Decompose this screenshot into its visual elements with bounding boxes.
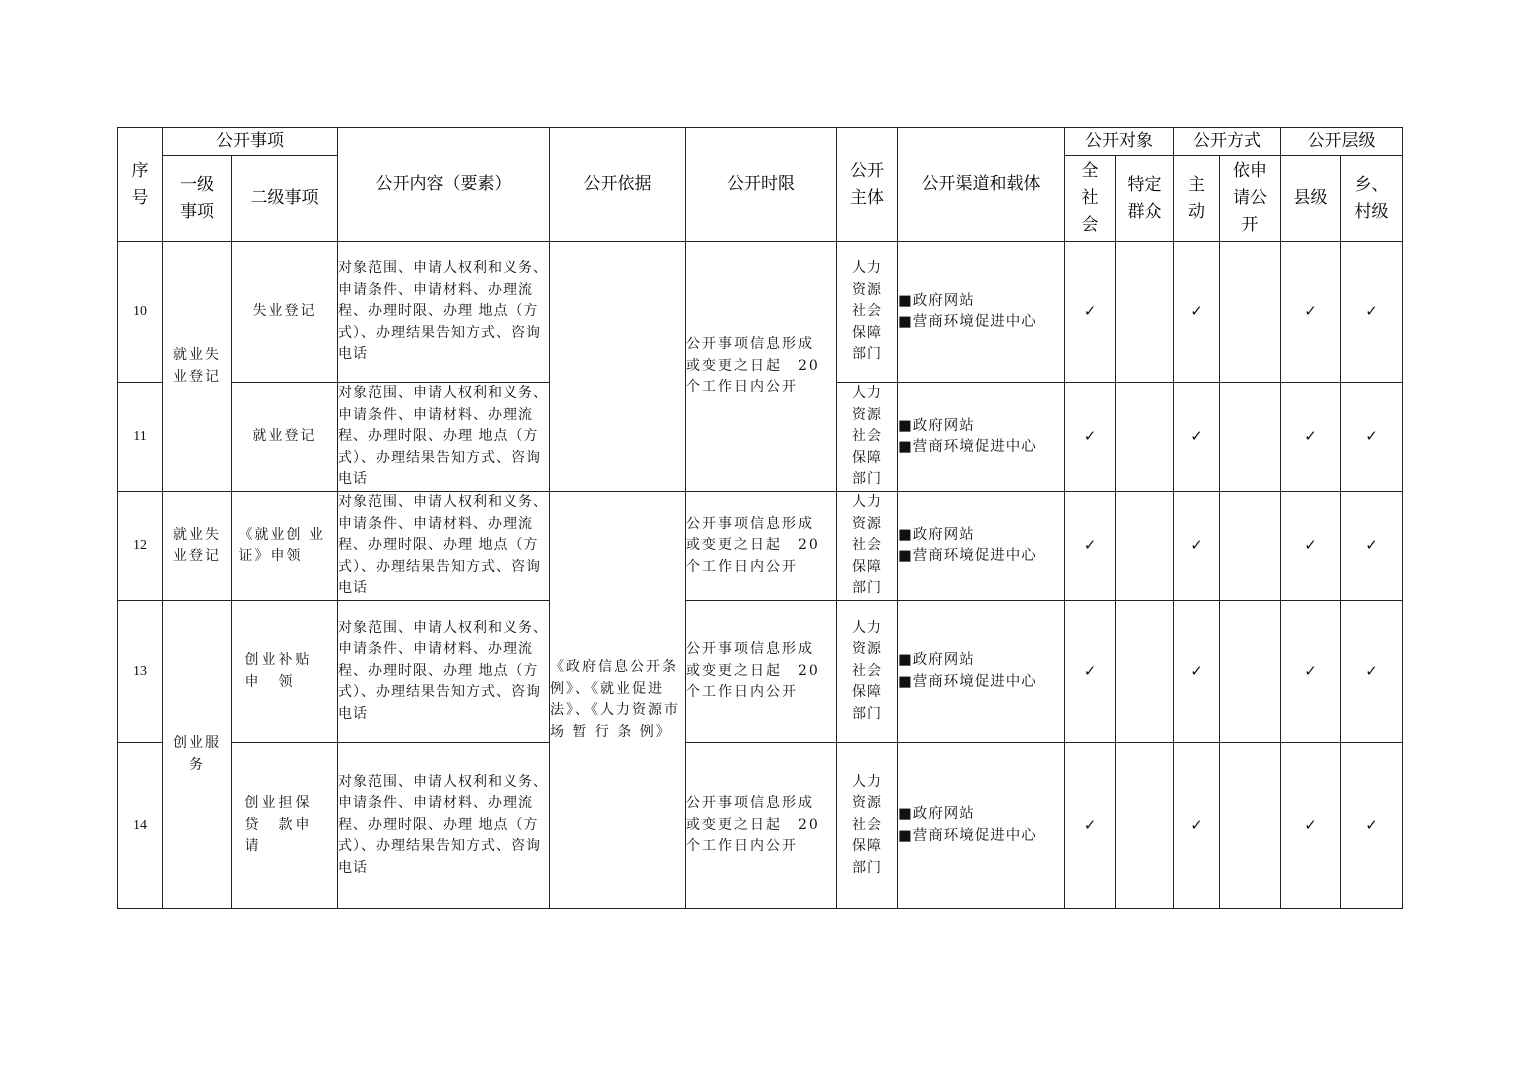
check-method-active: ✓ — [1174, 242, 1220, 383]
disclosure-table — [117, 127, 1403, 909]
check-level-village: ✓ — [1341, 492, 1403, 601]
channel-website: ■政府网站 — [898, 417, 975, 434]
header-level-group: 公开层级 — [1281, 128, 1403, 156]
category-cell: 就业失业登记 — [163, 492, 232, 601]
header-basis: 公开依据 — [550, 128, 686, 242]
check-level-county: ✓ — [1281, 492, 1341, 601]
channel-business-center: ■营商环境促进中心 — [898, 673, 1037, 690]
table-row — [118, 743, 1403, 909]
header-content: 公开内容（要素） — [338, 128, 550, 242]
empty-method-apply — [1220, 601, 1281, 743]
check-method-active: ✓ — [1174, 601, 1220, 743]
check-level-county: ✓ — [1281, 242, 1341, 383]
time-limit-cell: 公开事项信息形成 或变更之日起 20 个工作日内公开 — [686, 601, 837, 743]
empty-method-apply — [1220, 492, 1281, 601]
channel-business-center: ■营商环境促进中心 — [898, 314, 1037, 330]
row-subject: 人力资源社会保障部门 — [837, 383, 898, 492]
row-subitem: 就业登记 — [232, 383, 338, 492]
empty-target-specific — [1116, 492, 1174, 601]
header-time-limit: 公开时限 — [686, 128, 837, 242]
check-method-active: ✓ — [1174, 492, 1220, 601]
check-target-all: ✓ — [1065, 383, 1116, 492]
empty-target-specific — [1116, 743, 1174, 909]
header-method-group: 公开方式 — [1174, 128, 1281, 156]
header-target-group: 公开对象 — [1065, 128, 1174, 156]
header-level-county: 县级 — [1281, 156, 1341, 242]
row-content: 对象范围、申请人权利和义务、申请条件、申请材料、办理流程、办理时限、办理 地点（方式）、办理结果告知方式、咨询电话 — [338, 743, 550, 909]
check-target-all: ✓ — [1065, 242, 1116, 383]
empty-target-specific — [1116, 601, 1174, 743]
category-cell: 创业服务 — [163, 601, 232, 909]
row-channel — [898, 743, 1065, 909]
empty-method-apply — [1220, 383, 1281, 492]
row-channel — [898, 601, 1065, 743]
check-level-village: ✓ — [1341, 383, 1403, 492]
header-items-group: 公开事项 — [163, 128, 338, 156]
header-channel: 公开渠道和载体 — [898, 128, 1065, 242]
empty-target-specific — [1116, 383, 1174, 492]
header-target-specific: 特定群众 — [1116, 156, 1174, 242]
basis-cell: 《政府信息公开条例》、《就业促进法》、《人力资源市 场 暂 行 条 例》 — [550, 492, 686, 909]
channel-website: ■政府网站 — [898, 652, 975, 668]
check-level-county: ✓ — [1281, 743, 1341, 909]
row-content: 对象范围、申请人权利和义务、申请条件、申请材料、办理流程、办理时限、办理 地点（方式）、办理结果告知方式、咨询电话 — [338, 492, 550, 601]
empty-target-specific — [1116, 242, 1174, 383]
header-target-all: 全社会 — [1065, 156, 1116, 242]
channel-business-center: ■营商环境促进中心 — [898, 827, 1037, 844]
check-method-active: ✓ — [1174, 383, 1220, 492]
check-target-all: ✓ — [1065, 601, 1116, 743]
check-target-all: ✓ — [1065, 743, 1116, 909]
row-content: 对象范围、申请人权利和义务、申请条件、申请材料、办理流程、办理时限、办理 地点（方式）、办理结果告知方式、咨询电话 — [338, 242, 550, 383]
channel-website: ■政府网站 — [898, 806, 975, 822]
row-channel — [898, 492, 1065, 601]
row-subitem: 失业登记 — [232, 242, 338, 383]
header-subject: 公开主体 — [837, 128, 898, 242]
table-row — [118, 242, 1403, 383]
row-subject: 人力资源社会保障部门 — [837, 242, 898, 383]
header-method-active: 主动 — [1174, 156, 1220, 242]
row-subject: 人力资源社会保障部门 — [837, 743, 898, 909]
check-level-village: ✓ — [1341, 601, 1403, 743]
header-seq: 序号 — [118, 128, 163, 242]
row-seq: 11 — [118, 383, 163, 492]
row-subject: 人力资源社会保障部门 — [837, 601, 898, 743]
row-seq: 10 — [118, 242, 163, 383]
check-level-county: ✓ — [1281, 601, 1341, 743]
check-target-all: ✓ — [1065, 492, 1116, 601]
table-row — [118, 492, 1403, 601]
row-subject: 人力资源社会保障部门 — [837, 492, 898, 601]
row-seq: 12 — [118, 492, 163, 601]
row-subitem: 《就业创 业 证》申领 — [232, 492, 338, 601]
check-method-active: ✓ — [1174, 743, 1220, 909]
channel-business-center: ■营商环境促进中心 — [898, 439, 1037, 455]
row-seq: 14 — [118, 743, 163, 909]
header-method-apply: 依申请公开 — [1220, 156, 1281, 242]
row-subitem: 创业担保 贷 款申请 — [232, 743, 338, 909]
empty-method-apply — [1220, 743, 1281, 909]
header-level2: 二级事项 — [232, 156, 338, 242]
row-content: 对象范围、申请人权利和义务、申请条件、申请材料、办理流程、办理时限、办理 地点（方式）、办理结果告知方式、咨询电话 — [338, 383, 550, 492]
empty-method-apply — [1220, 242, 1281, 383]
check-level-village: ✓ — [1341, 242, 1403, 383]
channel-business-center: ■营商环境促进中心 — [898, 548, 1037, 564]
table-row — [118, 601, 1403, 743]
row-subitem: 创业补贴 申 领 — [232, 601, 338, 743]
channel-website: ■政府网站 — [898, 292, 975, 309]
row-channel — [898, 383, 1065, 492]
channel-website: ■政府网站 — [898, 526, 975, 543]
time-limit-cell: 公开事项信息形成 或变更之日起 20 个工作日内公开 — [686, 743, 837, 909]
row-seq: 13 — [118, 601, 163, 743]
category-cell: 就业失业登记 — [163, 242, 232, 492]
header-level1: 一级事项 — [163, 156, 232, 242]
time-limit-cell: 公开事项信息形成 或变更之日起 20 个工作日内公开 — [686, 492, 837, 601]
check-level-county: ✓ — [1281, 383, 1341, 492]
row-channel — [898, 242, 1065, 383]
row-content: 对象范围、申请人权利和义务、申请条件、申请材料、办理流程、办理时限、办理 地点（方式）、办理结果告知方式、咨询电话 — [338, 601, 550, 743]
header-level-village: 乡、村级 — [1341, 156, 1403, 242]
check-level-village: ✓ — [1341, 743, 1403, 909]
time-limit-cell: 公开事项信息形成 或变更之日起 20 个工作日内公开 — [686, 242, 837, 492]
basis-cell-empty — [550, 242, 686, 492]
